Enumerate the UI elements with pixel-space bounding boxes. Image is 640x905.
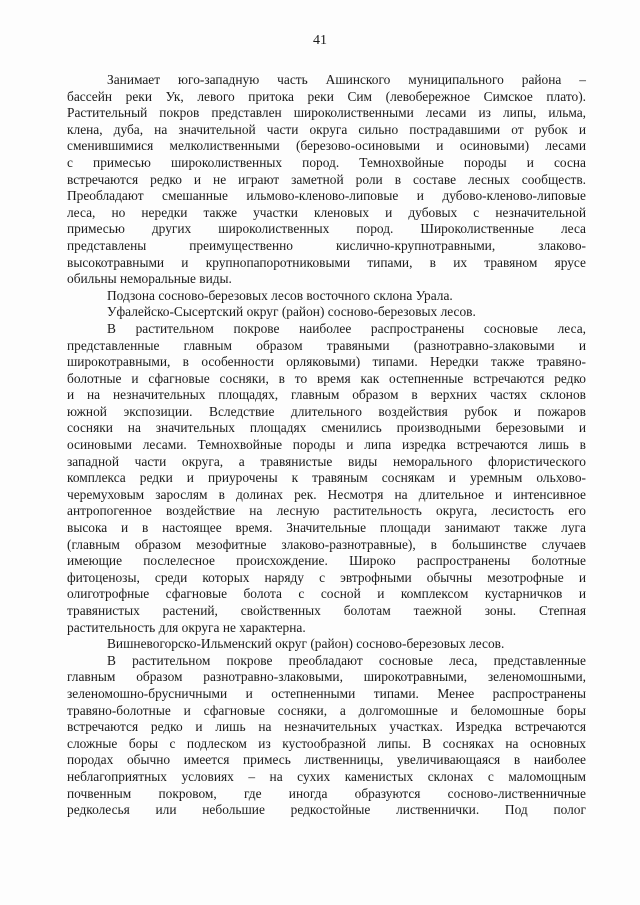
text-line: черемуховым зарослям в долинах рек. Несмотря на длительное и интенсивное <box>67 486 586 502</box>
text-line: Растительный покров представлен широколиственными лесами из липы, ильма, <box>67 105 586 121</box>
text-line: высокотравными и крупнопапоротниковыми типами, в их травяном ярусе <box>67 254 586 270</box>
text-line: олиготрофные сфагновые болота с сосной и комплексом кустарничков и <box>67 586 586 602</box>
text-line: сменившимися мелколиственными (березово-осиновыми и осиновыми) лесами <box>67 138 586 154</box>
text-line: клена, дуба, на значительной части округа сильно пострадавшими от рубок и <box>67 121 586 137</box>
text-line: Уфалейско-Сысертский округ (район) сосново-березовых лесов. <box>107 304 476 320</box>
text-line: Преобладают смешанные ильмово-кленово-липовые и дубово-кленово-липовые <box>67 188 586 204</box>
text-line: встречаются редко и не играют заметной роли в составе лесных сообществ. <box>67 171 586 187</box>
text-line: сосняки на значительных площадях сменились производными березовыми и <box>67 420 586 436</box>
text-line: бассейн реки Ук, левого притока реки Сим (левобережное Симское плато). <box>67 88 586 104</box>
text-line: антропогенное воздействие на лесную растительность округа, лесистость его <box>67 503 586 519</box>
text-line: болотные и сфагновые сосняки, в то время как остепненные встречаются редко <box>67 370 586 386</box>
text-line: широкотравными, в особенности орляковыми) типами. Нередки также травяно- <box>67 354 586 370</box>
text-line: комплекса редки и приурочены к травяным соснякам и уремным ольхово- <box>67 470 586 486</box>
text-line: западной части округа, а травянистые виды неморального флористического <box>67 453 586 469</box>
text-line: и на незначительных площадях, главным образом в верхних частях склонов <box>67 387 586 403</box>
text-line: травяно-болотные и сфагновые сосняки, а долгомошные и беломошные боры <box>67 702 586 718</box>
text-line: осиновыми лесами. Темнохвойные породы и липа изредка встречаются лишь в <box>67 437 586 453</box>
text-line: обильны неморальные виды. <box>67 271 232 287</box>
text-line: имеющие послелесное происхождение. Широко распространены болотные <box>67 553 586 569</box>
text-line: зеленомошно-брусничными и остепненными типами. Менее распространены <box>67 685 586 701</box>
text-line: редколесья или небольшие редкостойные лиственнички. Под полог <box>67 802 586 818</box>
text-line: почвенным покровом, где иногда образуются сосново-лиственничные <box>67 785 586 801</box>
page-number: 41 <box>313 33 327 48</box>
text-line: Вишневогорско-Ильменский округ (район) сосново-березовых лесов. <box>107 636 505 652</box>
text-line: примесью других широколиственных пород. Широколиственные леса <box>67 221 586 237</box>
text-line: южной экспозиции. Вследствие длительного воздействия рубок и пожаров <box>67 403 586 419</box>
text-line: высока и в настоящее время. Значительные площади занимают также луга <box>67 520 586 536</box>
text-line: В растительном покрове наиболее распространены сосновые леса, <box>107 320 586 336</box>
text-line: Подзона сосново-березовых лесов восточного склона Урала. <box>107 287 453 303</box>
text-line: (главным образом мезофитные злаково-разнотравные), в большинстве случаев <box>67 536 586 552</box>
text-line: неблагоприятных условиях – на сухих каменистых склонах с маломощным <box>67 768 586 784</box>
text-line: породах обычно имеется примесь лиственницы, увеличивающаяся в наиболее <box>67 752 586 768</box>
text-line: представлены преимущественно кислично-крупнотравными, злаково- <box>67 237 586 253</box>
text-line: Занимает юго-западную часть Ашинского муниципального района – <box>107 72 586 87</box>
text-line: В растительном покрове преобладают сосновые леса, представленные <box>107 652 586 668</box>
text-line: с примесью широколиственных пород. Темнохвойные породы и сосна <box>67 154 586 170</box>
text-line: сложные боры с подлеском из кустообразной липы. В сосняках на основных <box>67 735 586 751</box>
text-line: фитоценозы, среди которых наряду с эвтрофными обычны мезотрофные и <box>67 569 586 585</box>
text-line: леса, но нередки также участки кленовых и дубовых с незначительной <box>67 204 586 220</box>
text-line: встречаются редко и лишь на незначительных участках. Изредка встречаются <box>67 719 586 735</box>
text-line: растительность для округа не характерна. <box>67 619 306 635</box>
text-line: главным образом разнотравно-злаковыми, широкотравными, зеленомошными, <box>67 669 586 685</box>
body-text <box>67 72 586 819</box>
text-line: травянистых растений, свойственных болотам таежной зоны. Степная <box>67 603 586 618</box>
text-line: представленные главным образом травяными (разнотравно-злаковыми и <box>67 337 586 353</box>
